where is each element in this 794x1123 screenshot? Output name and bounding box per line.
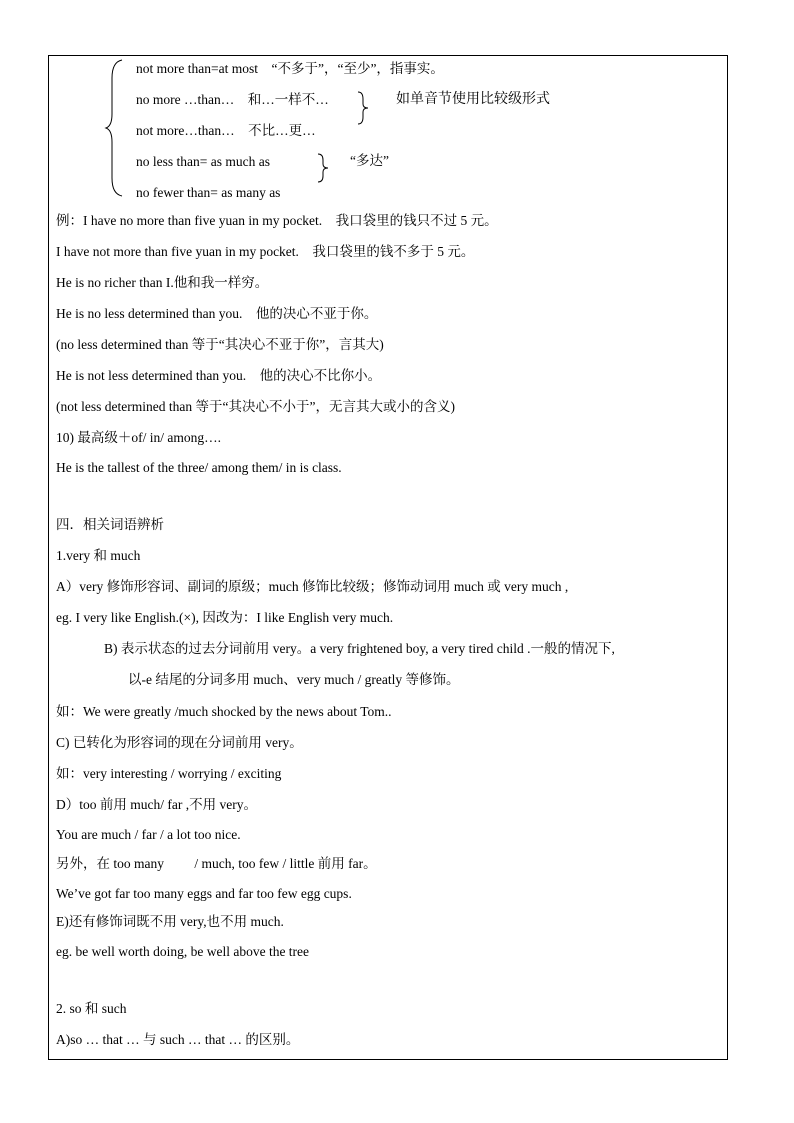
text-line: no fewer than= as many as	[136, 185, 281, 200]
text-line: He is no richer than I.他和我一样穷。	[56, 275, 269, 290]
text-line: “多达”	[350, 153, 389, 168]
text-line: 如：very interesting / worrying / exciting	[56, 766, 282, 781]
text-line: You are much / far / a lot too nice.	[56, 827, 241, 842]
section-heading: 2. so 和 such	[56, 1001, 127, 1016]
text-line: A）very 修饰形容词、副词的原级；much 修饰比较级；修饰动词用 much 或 very much ,	[56, 579, 569, 594]
text-line: (not less determined than 等于“其决心不小于”，无言其大或小的含义)	[56, 399, 455, 414]
left-brace	[104, 58, 126, 198]
section-heading: 四．相关词语辨析	[56, 517, 164, 532]
text-line: 以-e 结尾的分词多用 much、very much / greatly 等修饰。	[128, 672, 460, 687]
text-line: eg. be well worth doing, be well above the tree	[56, 944, 310, 959]
text-line: E)还有修饰词既不用 very,也不用 much.	[56, 914, 284, 929]
text-line: C) 已转化为形容词的现在分词前用 very。	[56, 735, 303, 750]
text-line: eg. I very like English.(×), 因改为：I like English very much.	[56, 610, 394, 625]
text-line: 10) 最高级＋of/ in/ among….	[56, 430, 221, 445]
text-line: 1.very 和 much	[56, 548, 141, 563]
text-line: He is the tallest of the three/ among them/ in is class.	[56, 460, 342, 475]
text-line: He is no less determined than you. 他的决心不亚于你。	[56, 306, 378, 321]
text-line: B) 表示状态的过去分词前用 very。a very frightened boy, a very tired child .一般的情况下,	[104, 641, 615, 656]
text-line: 如：We were greatly /much shocked by the news about Tom..	[56, 704, 392, 719]
text-line: no less than= as much as	[136, 154, 270, 169]
text-line: D）too 前用 much/ far ,不用 very。	[56, 797, 257, 812]
text-line: 例：I have no more than five yuan in my pocket. 我口袋里的钱只不过 5 元。	[56, 213, 498, 228]
text-line: A)so … that … 与 such … that … 的区别。	[56, 1032, 300, 1047]
text-line: not more than=at most “不多于”，“至少”，指事实。	[136, 61, 444, 76]
text-line: not more…than… 不比…更…	[136, 123, 316, 138]
right-brace-2	[316, 152, 330, 184]
right-brace-1	[356, 90, 370, 126]
text-line: We’ve got far too many eggs and far too few egg cups.	[56, 886, 352, 901]
text-line: 如单音节使用比较级形式	[396, 92, 550, 107]
text-line: 另外，在 too many / much, too few / little 前用 far。	[56, 856, 377, 871]
text-line: He is not less determined than you. 他的决心不比你小。	[56, 368, 382, 383]
text-line: no more …than… 和…一样不…	[136, 92, 329, 107]
text-line: (no less determined than 等于“其决心不亚于你”，言其大)	[56, 337, 384, 352]
text-line: I have not more than five yuan in my pocket. 我口袋里的钱不多于 5 元。	[56, 244, 475, 259]
content-frame	[48, 55, 728, 1060]
